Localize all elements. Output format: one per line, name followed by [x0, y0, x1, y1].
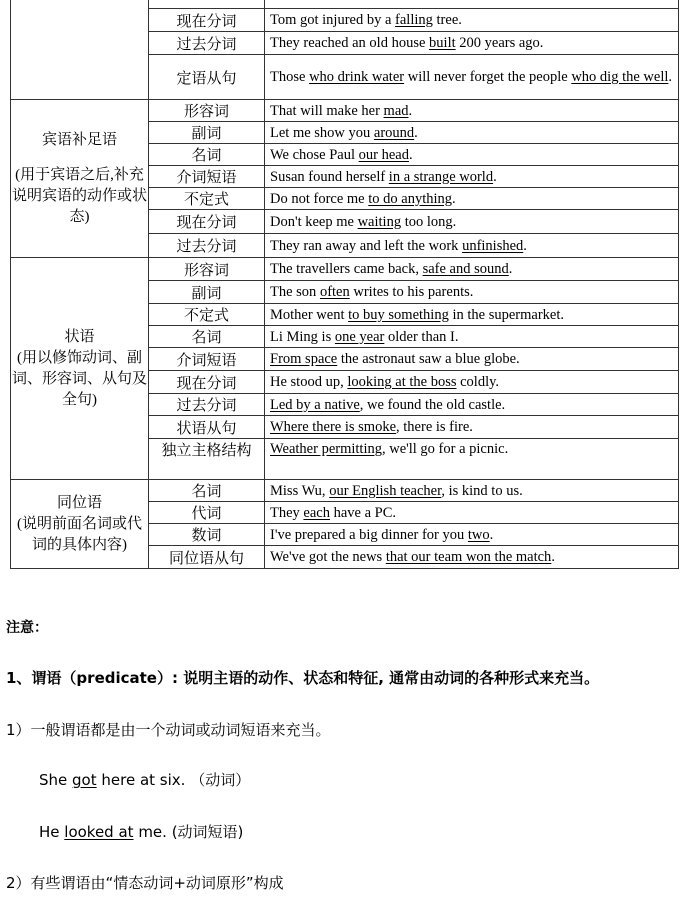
note-heading: 注意：: [6, 620, 48, 636]
type-cell: 过去分词: [149, 234, 265, 258]
type-cell: 介词短语: [149, 166, 265, 188]
example-cell: [265, 144, 679, 166]
example-cell: [265, 210, 679, 234]
underlined-phrase: each: [303, 504, 330, 521]
type-cell: 定语从句: [149, 55, 265, 100]
sentence-text: .: [551, 549, 555, 565]
table-row: [11, 480, 679, 502]
example-cell: [265, 32, 679, 55]
type-cell: 数词: [149, 524, 265, 546]
point-2: 2）有些谓语由“情态动词+动词原形”构成: [6, 874, 284, 892]
sentence-text: Mother went: [270, 306, 349, 323]
sentence-text: Li Ming is: [270, 328, 335, 345]
example-2: He looked at me. (动词短语): [39, 823, 244, 841]
example-1: She got here at six. （动词）: [39, 771, 251, 789]
type-cell: 介词短语: [149, 348, 265, 371]
example-cell: [265, 348, 679, 371]
group-cell: [11, 258, 149, 480]
sentence-text: , we found the old castle.: [359, 396, 506, 413]
underlined-phrase: our English teacher: [329, 482, 442, 499]
group-cell: [11, 100, 149, 258]
sentence-text: Do not force me: [270, 190, 369, 207]
underlined-phrase: From space: [270, 351, 338, 367]
underlined-phrase: who drink water: [309, 69, 405, 85]
example-cell: [265, 546, 679, 569]
sentence-text: We chose Paul: [270, 146, 359, 163]
example-cell: [265, 326, 679, 348]
sentence-text: The son: [270, 284, 320, 300]
example-cell: [265, 439, 679, 480]
underlined-phrase: safe and sound: [422, 261, 509, 277]
sentence-text: .: [668, 69, 673, 85]
underlined-phrase: Weather permitting: [270, 441, 382, 457]
example-cell: [265, 524, 679, 546]
example-cell: [265, 394, 679, 416]
table-row: [11, 100, 679, 122]
underlined-phrase: falling: [395, 12, 433, 28]
underlined-phrase: that our team won the match: [385, 549, 552, 565]
underlined-phrase: waiting: [357, 213, 402, 230]
example-cell: [265, 502, 679, 524]
example-cell: [265, 304, 679, 326]
type-cell: 不定式: [149, 188, 265, 210]
table-row: [11, 0, 679, 9]
sentence-text: too long.: [401, 213, 457, 230]
sentence-text: the astronaut saw a blue globe.: [337, 351, 520, 367]
example-cell: [265, 258, 679, 281]
sentence-text: We've got the news: [270, 549, 386, 565]
example-cell: [265, 9, 679, 32]
sentence-text: older than I.: [384, 328, 459, 345]
sentence-text: writes to his parents.: [349, 284, 474, 300]
sentence-text: .: [508, 261, 513, 277]
sentence-text: in the supermarket.: [448, 306, 564, 323]
group-description: (说明前面名词或代词的具体内容): [17, 515, 142, 553]
type-cell: 过去分词: [149, 32, 265, 55]
underlined-phrase: around: [373, 124, 415, 141]
type-cell: 同位语从句: [149, 546, 265, 569]
type-cell: 形容词: [149, 258, 265, 281]
sentence-text: Susan found herself: [270, 168, 389, 185]
sentence-text: He stood up,: [270, 374, 348, 390]
sentence-text: .: [414, 124, 418, 141]
example-cell: [265, 188, 679, 210]
type-cell: [149, 0, 265, 9]
type-cell: 过去分词: [149, 394, 265, 416]
sentence-text: They reached an old house: [270, 35, 430, 51]
sentence-text: tree.: [432, 12, 462, 28]
underlined-phrase: Led by a native: [270, 396, 360, 413]
underlined-phrase: Where there is smoke: [270, 419, 397, 435]
sentence-text: Those: [270, 69, 310, 85]
sentence-text: coldly.: [456, 374, 500, 390]
type-cell: 形容词: [149, 100, 265, 122]
group-cell: [11, 0, 149, 100]
sentence-text: That will make her: [270, 102, 384, 119]
example-cell: [265, 0, 679, 9]
section-predicate-heading: 1、谓语（predicate）: 说明主语的动作、状态和特征, 通常由动词的各种形式来充当。: [6, 669, 600, 687]
example-cell: [265, 55, 679, 100]
sentence-text: They: [270, 504, 304, 521]
group-cell: [11, 480, 149, 569]
underlined-phrase: to do anything: [368, 190, 453, 207]
example-cell: [265, 480, 679, 502]
sentence-text: .: [408, 102, 413, 119]
sentence-text: have a PC.: [329, 504, 397, 521]
sentence-text: , is kind to us.: [441, 482, 523, 499]
group-label: 同位语: [56, 494, 102, 511]
point-1: 1）一般谓语都是由一个动词或动词短语来充当。: [6, 721, 331, 739]
sentence-text: Let me show you: [270, 124, 374, 141]
example-cell: [265, 100, 679, 122]
sentence-text: I've prepared a big dinner for you: [270, 526, 468, 543]
type-cell: 现在分词: [149, 9, 265, 32]
type-cell: 独立主格结构: [149, 439, 265, 480]
underlined-phrase: two: [467, 526, 490, 543]
example-cell: [265, 234, 679, 258]
group-label: 宾语补足语: [41, 131, 117, 148]
group-label: 状语: [64, 328, 95, 345]
example-cell: [265, 416, 679, 439]
underlined-phrase: in a strange world: [388, 168, 494, 185]
example-cell: [265, 166, 679, 188]
grammar-table: [10, 0, 679, 569]
group-description: (用以修饰动词、副词、形容词、从句及全句): [11, 349, 147, 408]
sentence-text: .: [408, 146, 413, 163]
underlined-phrase: looking at the boss: [347, 374, 457, 390]
type-cell: 状语从句: [149, 416, 265, 439]
sentence-text: They ran away and left the work: [270, 237, 463, 254]
sentence-text: .: [523, 237, 527, 254]
type-cell: 名词: [149, 480, 265, 502]
type-cell: 不定式: [149, 304, 265, 326]
underlined-phrase: unfinished: [462, 237, 524, 254]
example-cell: [265, 281, 679, 304]
type-cell: 名词: [149, 144, 265, 166]
sentence-text: will never forget the people: [404, 69, 572, 85]
underlined-phrase: who dig the well: [571, 69, 669, 85]
sentence-text: Miss Wu,: [270, 482, 330, 499]
example-cell: [265, 122, 679, 144]
type-cell: 副词: [149, 281, 265, 304]
underlined-phrase: one year: [334, 328, 385, 345]
sentence-text: .: [452, 190, 456, 207]
sentence-text: , there is fire.: [396, 419, 473, 435]
type-cell: 代词: [149, 502, 265, 524]
underlined-phrase: our head: [358, 146, 409, 163]
underlined-phrase: often: [319, 284, 350, 300]
sentence-text: Tom got injured by a: [270, 12, 396, 28]
type-cell: 现在分词: [149, 210, 265, 234]
sentence-text: .: [489, 526, 494, 543]
sentence-text: The travellers came back,: [270, 261, 423, 277]
example-cell: [265, 371, 679, 394]
group-description: (用于宾语之后,补充说明宾语的动作或状态): [11, 166, 147, 225]
type-cell: 副词: [149, 122, 265, 144]
type-cell: 现在分词: [149, 371, 265, 394]
underlined-phrase: built: [429, 35, 456, 51]
sentence-text: , we'll go for a picnic.: [381, 441, 509, 457]
sentence-text: 200 years ago.: [455, 35, 544, 51]
type-cell: 名词: [149, 326, 265, 348]
sentence-text: Don't keep me: [270, 213, 358, 230]
sentence-text: .: [493, 168, 497, 185]
table-row: [11, 258, 679, 281]
underlined-phrase: to buy something: [348, 306, 449, 323]
underlined-phrase: mad: [383, 102, 409, 119]
